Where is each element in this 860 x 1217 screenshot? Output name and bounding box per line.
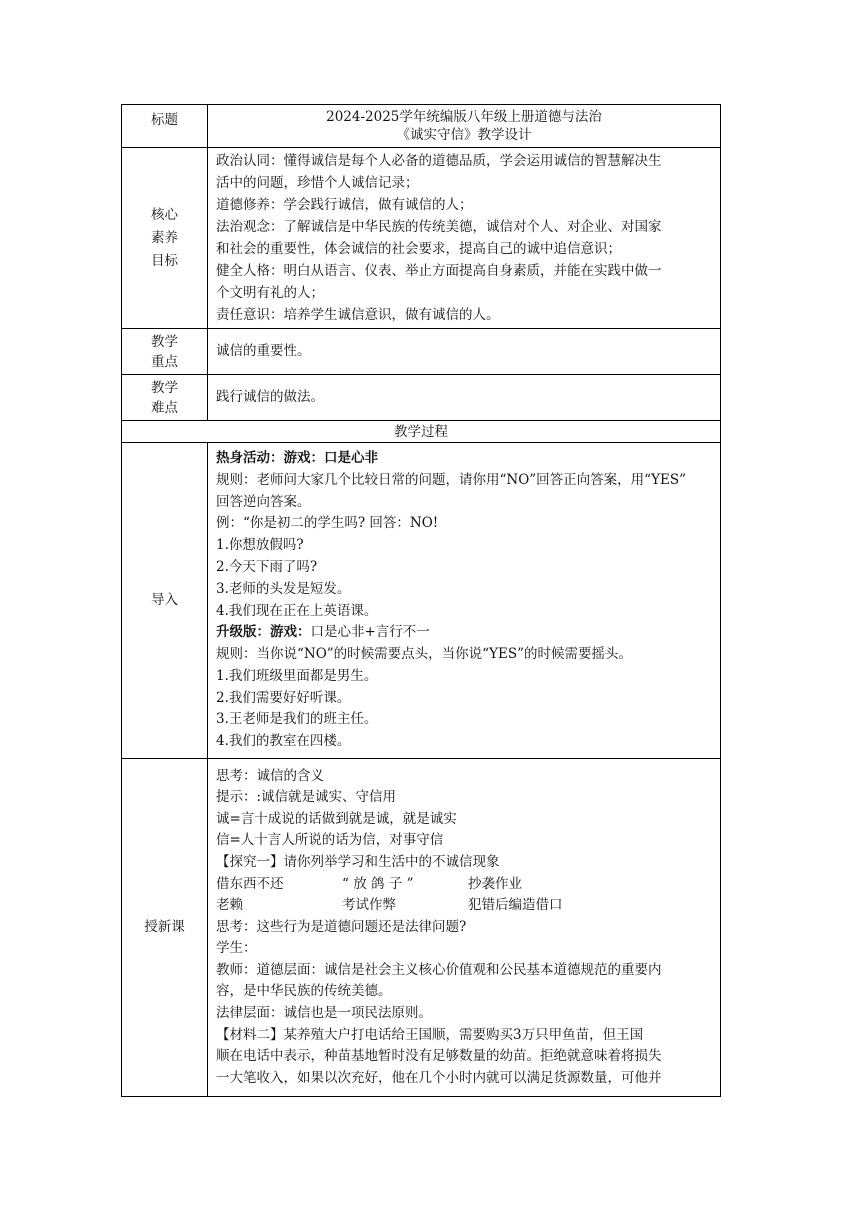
example-item: 考试作弊 xyxy=(342,897,396,914)
key-label-2: 重点 xyxy=(151,353,178,370)
lesson-line: 法律层面：诚信也是一项民法原则。 xyxy=(216,1005,432,1022)
intro-label: 导入 xyxy=(122,443,208,759)
lesson-plan-table xyxy=(121,104,721,1097)
question-item: 1.你想放假吗? xyxy=(216,537,304,554)
question-item: 3.老师的头发是短发。 xyxy=(216,580,351,597)
core-label-2: 素养 xyxy=(151,229,178,246)
key-points-content: 诚信的重要性。 xyxy=(208,329,721,375)
question-item: 1.我们班级里面都是男生。 xyxy=(216,667,378,684)
lesson-line: 【探究一】请你列举学习和生活中的不诚信现象 xyxy=(216,853,500,870)
core-line: 法治观念：了解诚信是中华民族的传统美德，诚信对个人、对企业、对国家 xyxy=(216,219,662,235)
example-item: 犯错后编造借口 xyxy=(468,897,563,914)
lesson-line: 学生： xyxy=(216,940,257,957)
example-text: 例：“你是初二的学生吗? 回答：NO! xyxy=(216,515,439,532)
question-item: 2.我们需要好好听课。 xyxy=(216,689,351,706)
question-item: 4.我们的教室在四楼。 xyxy=(216,733,351,750)
core-literacy-label xyxy=(122,148,208,329)
example-item: 老赖 xyxy=(216,897,243,914)
core-line: 道德修养：学会践行诚信，做有诚信的人； xyxy=(216,197,473,213)
core-line: 责任意识：培养学生诚信意识，做有诚信的人。 xyxy=(216,307,500,323)
core-literacy-content xyxy=(208,148,721,329)
core-label-1: 核心 xyxy=(151,206,178,223)
question-item: 4.我们现在正在上英语课。 xyxy=(216,602,378,619)
core-line: 活中的问题，珍惜个人诚信记录； xyxy=(216,175,419,191)
example-item: 借东西不还 xyxy=(216,875,284,892)
lesson-line: 信=人十言人所说的话为信，对事守信 xyxy=(216,832,444,849)
upgrade-bold: 升级版：游戏： xyxy=(216,624,311,641)
intro-content xyxy=(208,443,721,759)
core-line: 个文明有礼的人； xyxy=(216,285,324,301)
rule-text: 规则：当你说“NO”的时候需要点头，当你说“YES”的时候需要摇头。 xyxy=(216,646,633,663)
key-points-label xyxy=(122,329,208,375)
lesson-line: 容，是中华民族的传统美德。 xyxy=(216,983,392,1000)
rule-text: 回答逆向答案。 xyxy=(216,493,311,510)
lesson-line: 顺在电话中表示，种苗基地暂时没有足够数量的幼苗。拒绝就意味着将损失 xyxy=(216,1048,662,1065)
difficult-label-2: 难点 xyxy=(151,399,178,416)
upgrade-title xyxy=(216,622,716,644)
title-label: 标题 xyxy=(122,105,208,148)
example-item: 抄袭作业 xyxy=(468,875,522,892)
key-label-1: 教学 xyxy=(151,333,178,350)
title-line-1: 2024-2025学年统编版八年级上册道德与法治 xyxy=(326,109,602,125)
lesson-line: 诚=言十成说的话做到就是诚，就是诚实 xyxy=(216,810,457,827)
core-line: 健全人格：明白从语言、仪表、举止方面提高自身素质，并能在实践中做一 xyxy=(216,263,662,279)
lesson-line: 思考：这些行为是道德问题还是法律问题? xyxy=(216,918,467,935)
warmup-title: 热身活动：游戏：口是心非 xyxy=(216,449,378,466)
title-row xyxy=(122,105,721,148)
process-header: 教学过程 xyxy=(122,421,721,443)
difficult-points-label xyxy=(122,375,208,421)
core-literacy-row xyxy=(122,148,721,329)
key-points-row xyxy=(122,329,721,375)
new-lesson-content xyxy=(208,759,721,1097)
process-header-row xyxy=(122,421,721,443)
new-lesson-label: 授新课 xyxy=(122,759,208,1097)
question-item: 2.今天下雨了吗? xyxy=(216,558,318,575)
document-title xyxy=(208,105,721,148)
difficult-points-row xyxy=(122,375,721,421)
example-item: “ 放 鸽 子 ” xyxy=(342,875,414,892)
rule-text: 规则：老师问大家几个比较日常的问题，请你用“NO”回答正向答案，用“YES” xyxy=(216,471,687,488)
lesson-line: 【材料二】某养殖大户打电话给王国顺，需要购买3万只甲鱼苗，但王国 xyxy=(216,1026,644,1043)
core-line: 和社会的重要性，体会诚信的社会要求，提高自己的诚中追信意识； xyxy=(216,241,621,257)
lesson-line: 提示：:诚信就是诚实、守信用 xyxy=(216,789,397,806)
lesson-line: 教师：道德层面：诚信是社会主义核心价值观和公民基本道德规范的重要内 xyxy=(216,961,662,978)
core-label-3: 目标 xyxy=(151,252,178,269)
title-line-2: 《诚实守信》教学设计 xyxy=(396,127,532,143)
intro-row xyxy=(122,443,721,759)
lesson-line: 思考：诚信的含义 xyxy=(216,767,324,784)
examples-row-1 xyxy=(216,874,716,896)
upgrade-rest: 口是心非+言行不一 xyxy=(310,624,430,641)
core-line: 政治认同：懂得诚信是每个人必备的道德品质，学会运用诚信的智慧解决生 xyxy=(216,153,662,169)
difficult-label-1: 教学 xyxy=(151,379,178,396)
lesson-line: 一大笔收入，如果以次充好，他在几个小时内就可以满足货源数量，可他并 xyxy=(216,1069,662,1086)
question-item: 3.王老师是我们的班主任。 xyxy=(216,711,378,728)
examples-row-2 xyxy=(216,895,716,917)
difficult-points-content: 践行诚信的做法。 xyxy=(208,375,721,421)
new-lesson-row xyxy=(122,759,721,1097)
